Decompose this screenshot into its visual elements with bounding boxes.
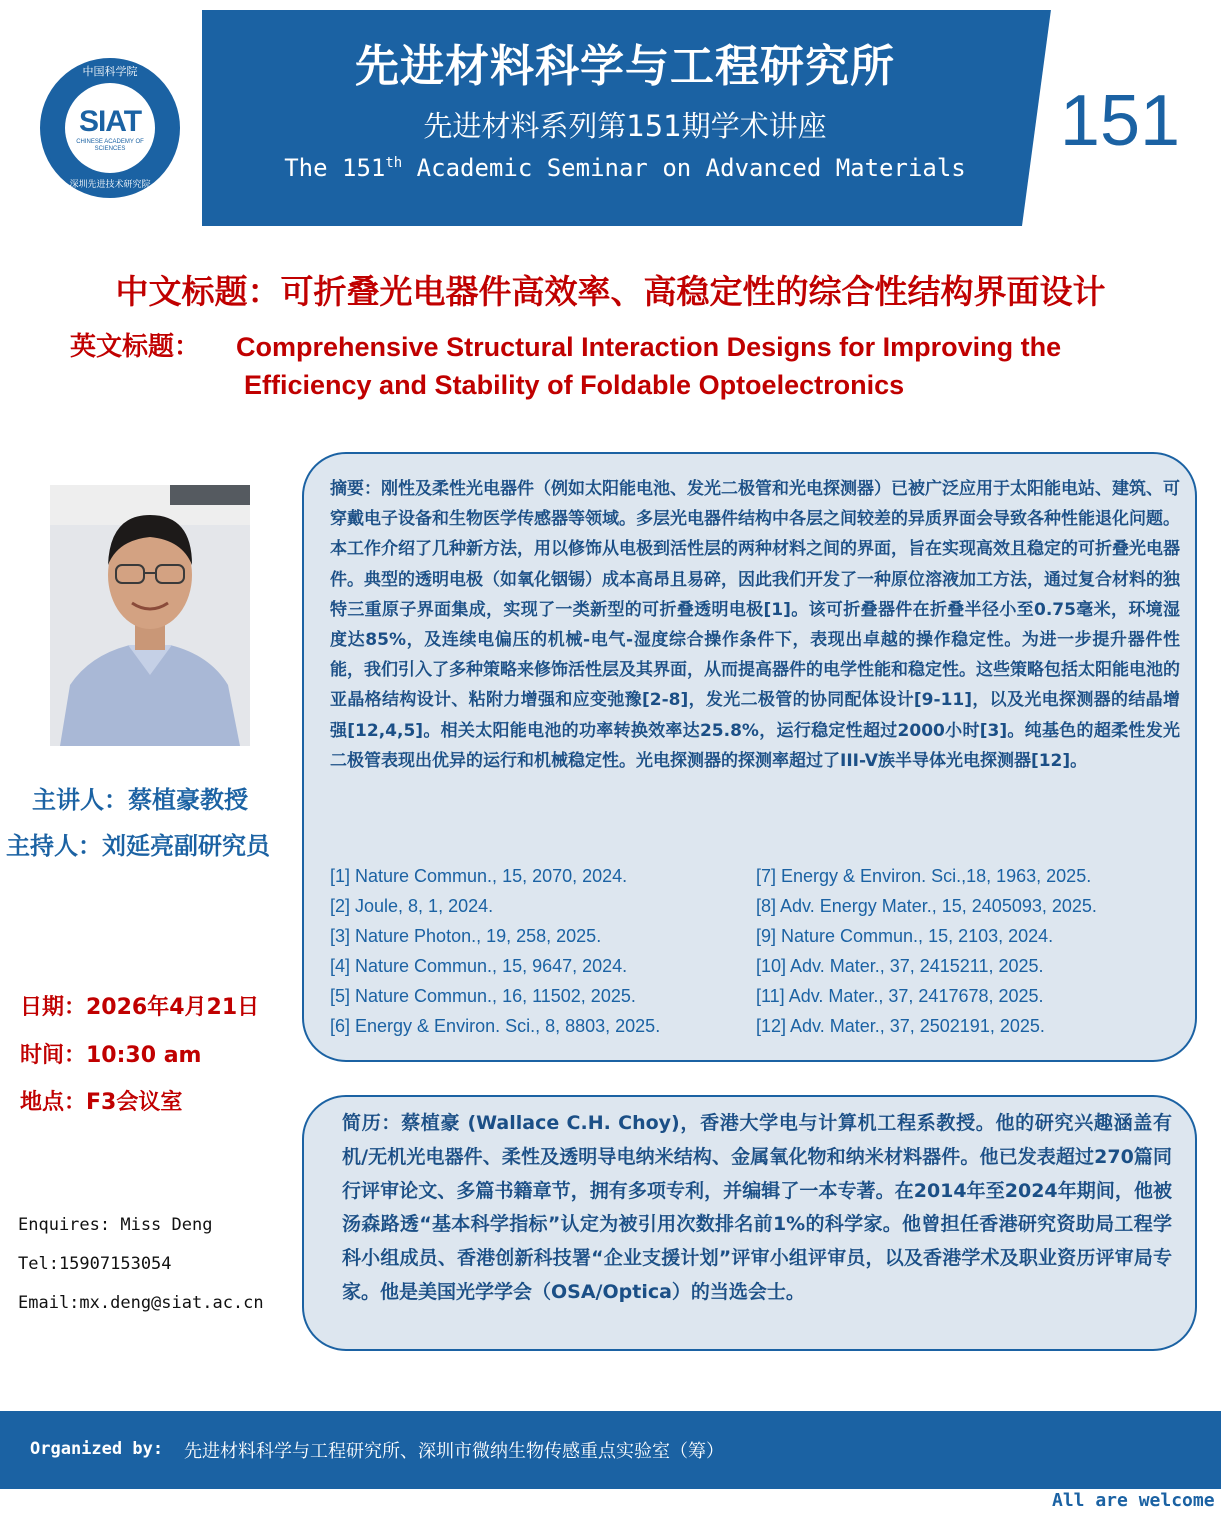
chinese-title: 中文标题：可折叠光电器件高效率、高稳定性的综合性结构界面设计 xyxy=(115,272,1106,311)
event-date: 日期：2026年4月21日 xyxy=(20,995,260,1020)
header xyxy=(0,0,1221,236)
reference-item: [6] Energy & Environ. Sci., 8, 8803, 2025. xyxy=(330,1016,661,1036)
speaker-photo xyxy=(50,485,250,746)
english-title-label: 英文标题： xyxy=(70,332,201,362)
contact-email[interactable]: Email:mx.deng@siat.ac.cn xyxy=(18,1293,264,1313)
bio-text: 简历：蔡植豪 (Wallace C.H. Choy)，香港大学电与计算机工程系教授。他的研究兴趣涵盖有机/无机光电器件、柔性及透明导电纳米结构、金属氧化物和纳米材料器件。他已发表超过270篇同行评审论文、多篇书籍章节，拥有多项专利，并编辑了一本专著。在2014年至2024年期间，他被汤森路透“基本科学指标”认定为被引用次数排名前1%的科学家。他曾担任香港研究资助局工程学科小组成员、香港创新科技署“企业支援计划”评审小组评审员，以及香港学术及职业资历评审局专家。他是美国光学学会（OSA/Optica）的当选会士。 xyxy=(342,1112,1172,1303)
reference-item: [1] Nature Commun., 15, 2070, 2024. xyxy=(330,866,628,886)
organizer-text: 先进材料科学与工程研究所、深圳市微纳生物传感重点实验室（筹） xyxy=(184,1441,724,1462)
seminar-subtitle: 先进材料系列第151期学术讲座 xyxy=(423,109,827,143)
bio-box xyxy=(302,1095,1197,1351)
abstract-text: 摘要：刚性及柔性光电器件（例如太阳能电池、发光二极管和光电探测器）已被广泛应用于太阳能电站、建筑、可穿戴电子设备和生物医学传感器等领域。多层光电器件结构中各层之间较差的异质界面会导致各种性能退化问题。本工作介绍了几种新方法，用以修饰从电极到活性层的两种材料之间的界面，旨在实现高效且稳定的可折叠光电器件。典型的透明电极（如氧化铟锡）成本高昂且易碎，因此我们开发了一种原位溶液加工方法，通过复合材料的独特三重原子界面集成，实现了一类新型的可折叠透明电极[1]。该可折叠器件在折叠半径小至0.75毫米，环境湿度达85%，及连续电偏压的机械-电气-湿度综合操作条件下，表现出卓越的操作稳定性。为进一步提升器件性能，我们引入了多种策略来修饰活性层及其界面，从而提高器件的电学性能和稳定性。这些策略包括太阳能电池的亚晶格结构设计、粘附力增强和应变弛豫[2-8]，发光二极管的协同配体设计[9-11]，以及光电探测器的结晶增强[12,4,5]。相关太阳能电池的功率转换效率达25.8%，运行稳定性超过2000小时[3]。纯基色的超柔性发光二极管表现出优异的运行和机械稳定性。光电探测器的探测率超过了III-V族半导体光电探测器[12]。 xyxy=(330,479,1180,771)
event-time: 时间：10:30 am xyxy=(20,1043,202,1068)
logo-top-text: 中国科学院 xyxy=(82,65,138,78)
english-post: Academic Seminar on Advanced Materials xyxy=(402,154,966,182)
english-sup: th xyxy=(385,155,403,171)
english-title-line1: Comprehensive Structural Interaction Designs for Improving the xyxy=(236,332,1062,362)
reference-item: [4] Nature Commun., 15, 9647, 2024. xyxy=(330,956,628,976)
logo-inner xyxy=(65,83,155,173)
reference-item: [3] Nature Photon., 19, 258, 2025. xyxy=(330,926,602,946)
contact-enquires: Enquires: Miss Deng xyxy=(18,1215,213,1235)
organizer-label: Organized by: xyxy=(30,1439,164,1459)
contact-tel: Tel:15907153054 xyxy=(18,1254,172,1274)
host-name: 主持人：刘延亮副研究员 xyxy=(6,832,270,860)
abstract-box xyxy=(302,452,1197,1062)
welcome-text: All are welcome xyxy=(1052,1490,1215,1511)
seminar-english-title xyxy=(210,154,1040,182)
reference-item: [9] Nature Commun., 15, 2103, 2024. xyxy=(756,926,1054,946)
reference-item: [2] Joule, 8, 1, 2024. xyxy=(330,896,494,916)
speaker-portrait-icon xyxy=(50,485,250,746)
english-title-line2: Efficiency and Stability of Foldable Optoelectronics xyxy=(244,370,905,400)
footer-band xyxy=(0,1411,1221,1489)
siat-logo xyxy=(40,58,180,198)
logo-sub-text: CHINESE ACADEMY OF SCIENCES xyxy=(76,139,144,152)
english-pre: The 151 xyxy=(284,154,386,182)
speaker-name: 主讲人：蔡植豪教授 xyxy=(32,786,248,814)
logo-bottom-text: 深圳先进技术研究院 xyxy=(69,180,151,190)
reference-item: [10] Adv. Mater., 37, 2415211, 2025. xyxy=(756,956,1044,976)
logo-siat-text: SIAT xyxy=(78,105,142,138)
issue-number: 151 xyxy=(1059,81,1181,161)
reference-item: [12] Adv. Mater., 37, 2502191, 2025. xyxy=(756,1016,1045,1036)
event-place: 地点：F3会议室 xyxy=(20,1090,183,1115)
reference-item: [7] Energy & Environ. Sci.,18, 1963, 2025. xyxy=(756,866,1092,886)
logo-box xyxy=(10,10,202,226)
reference-item: [11] Adv. Mater., 37, 2417678, 2025. xyxy=(756,986,1044,1006)
institute-title: 先进材料科学与工程研究所 xyxy=(355,41,895,92)
reference-item: [8] Adv. Energy Mater., 15, 2405093, 2025. xyxy=(756,896,1097,916)
reference-item: [5] Nature Commun., 16, 11502, 2025. xyxy=(330,986,636,1006)
